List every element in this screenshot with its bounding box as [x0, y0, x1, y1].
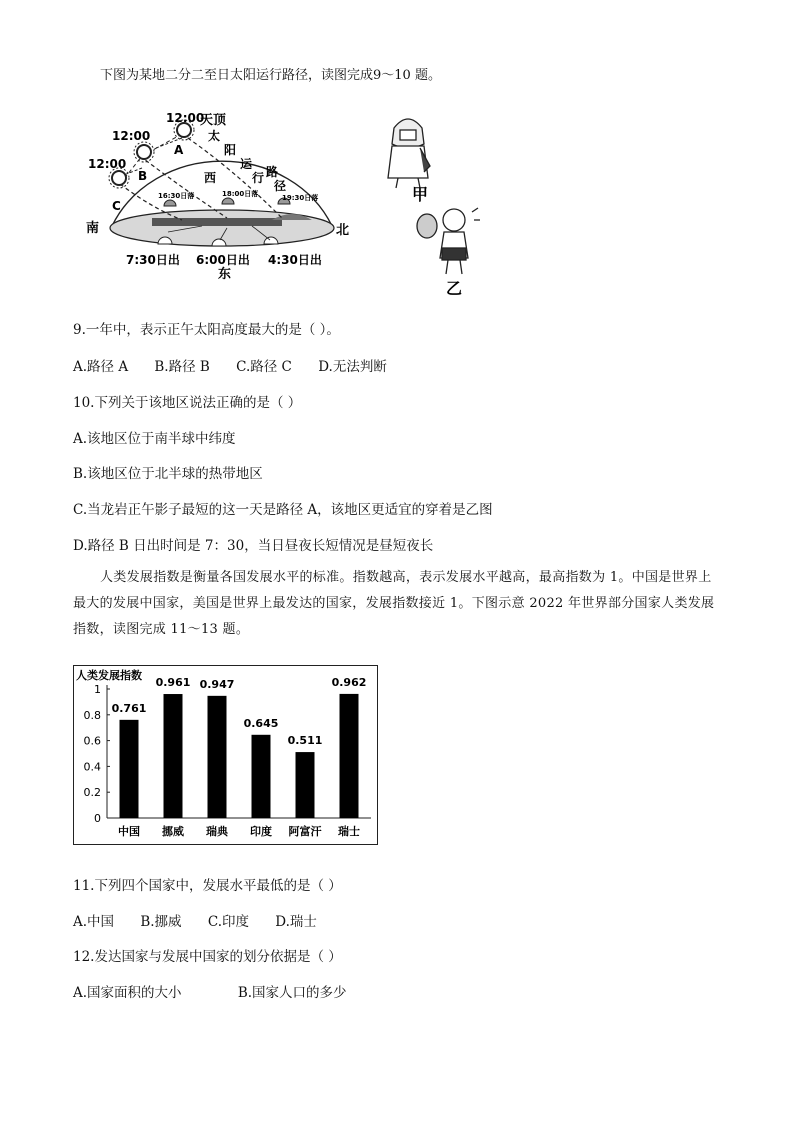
- intro-text-1: 下图为某地二分二至日太阳运行路径，读图完成9～10 题。: [100, 68, 441, 83]
- q9-option-b[interactable]: B.路径 B: [154, 359, 210, 375]
- north-label: 北: [336, 223, 350, 238]
- person-yi-label: 乙: [446, 279, 463, 296]
- q11-option-c[interactable]: C.印度: [207, 914, 249, 930]
- south-label: 南: [86, 221, 100, 236]
- q11-stem: 11.下列四个国家中，发展水平最低的是（ ）: [73, 878, 342, 894]
- path-text-char: 运: [240, 157, 253, 171]
- east-label: 东: [218, 267, 232, 282]
- q11-option-a[interactable]: A.中国: [73, 914, 115, 930]
- value-label: 0.645: [243, 716, 279, 730]
- x-tick-label: 中国: [118, 825, 140, 838]
- path-label-c: C: [112, 199, 121, 213]
- sun-path-diagram: [82, 108, 502, 296]
- path-text-char: 太: [208, 129, 221, 143]
- q9-option-c[interactable]: C.路径 C: [236, 359, 292, 375]
- chart-title: 人类发展指数: [76, 669, 142, 682]
- bar: [340, 694, 359, 818]
- q10-option-b[interactable]: B.该地区位于北半球的热带地区: [73, 466, 263, 482]
- x-tick-label: 瑞典: [206, 825, 228, 838]
- value-label: 0.947: [199, 677, 235, 691]
- y-tick-label: 0.2: [83, 786, 101, 800]
- value-label: 0.962: [331, 675, 367, 689]
- landscape: [152, 218, 282, 226]
- sunset-label-1: 16:30日落: [158, 192, 195, 200]
- q12-stem: 12.发达国家与发展中国家的划分依据是（ ）: [73, 949, 342, 965]
- q10-option-a[interactable]: A.该地区位于南半球中纬度: [73, 431, 236, 447]
- q9-option-d[interactable]: D.无法判断: [318, 359, 387, 375]
- path-text-char: 路: [266, 165, 279, 179]
- hdi-bar-chart: [73, 665, 378, 845]
- zenith-label: 天顶: [200, 113, 227, 128]
- q11-option-b[interactable]: B.挪威: [140, 914, 182, 930]
- sunrise-label-3: 4:30日出: [268, 253, 322, 267]
- q10-option-c[interactable]: C.当龙岩正午影子最短的这一天是路径 A，该地区更适宜的穿着是乙图: [73, 502, 493, 518]
- person-jia-illustration: [388, 119, 430, 188]
- q11-option-d[interactable]: D.瑞士: [275, 914, 317, 930]
- y-tick-label: 0.4: [83, 760, 101, 774]
- person-yi-illustration: [417, 208, 480, 274]
- x-tick-label: 挪威: [162, 825, 184, 838]
- sunrise-label-1: 7:30日出: [126, 253, 180, 267]
- noon-label-b: 12:00: [112, 129, 151, 143]
- q12-option-a[interactable]: A.国家面积的大小: [73, 985, 182, 1001]
- noon-label-c: 12:00: [88, 157, 127, 171]
- value-label: 0.761: [111, 701, 147, 715]
- path-text-char: 阳: [224, 143, 237, 157]
- q9-stem: 9.一年中，表示正午太阳高度最大的是（ ）。: [73, 322, 340, 338]
- path-label-b: B: [138, 169, 148, 183]
- intro-text-2: 人类发展指数是衡量各国发展水平的标准。指数越高，表示发展水平越高，最高指数为 1。中国是世界上最大的发展中国家，美国是世界上最发达的国家，发展指数接近 1。下图示意 2022 年世界部分国家人类发展指数，读图完成 11～13 题。: [73, 570, 715, 637]
- west-label: 西: [204, 171, 217, 185]
- bar: [252, 735, 271, 818]
- sunrise-label-2: 6:00日出: [196, 253, 250, 267]
- bar: [208, 696, 227, 818]
- bar: [164, 694, 183, 818]
- sun-icon-b: [134, 142, 154, 162]
- x-tick-label: 瑞士: [338, 825, 360, 838]
- sunset-label-3: 19:30日落: [282, 194, 319, 202]
- path-label-a: A: [174, 143, 184, 157]
- y-tick-label: 0: [94, 812, 101, 825]
- y-tick-label: 1: [94, 683, 101, 696]
- noon-label-a: 12:00: [166, 111, 205, 125]
- value-label: 0.511: [287, 734, 323, 748]
- x-tick-label: 印度: [250, 825, 272, 838]
- y-tick-label: 0.8: [83, 708, 101, 722]
- q12-option-b[interactable]: B.国家人口的多少: [237, 985, 347, 1001]
- value-label: 0.961: [155, 676, 191, 690]
- bar: [120, 720, 139, 818]
- q9-option-a[interactable]: A.路径 A: [73, 359, 129, 375]
- y-tick-label: 0.6: [83, 734, 101, 748]
- person-jia-label: 甲: [412, 185, 429, 204]
- q11-options: [73, 910, 339, 930]
- x-tick-label: 阿富汗: [288, 825, 322, 838]
- q9-options: [73, 355, 409, 375]
- sun-icon-c: [109, 168, 129, 188]
- q10-option-d[interactable]: D.路径 B 日出时间是 7：30，当日昼夜长短情况是昼短夜长: [73, 538, 434, 554]
- sunset-label-2: 18:00日落: [222, 190, 259, 198]
- q12-options: [73, 981, 369, 1001]
- path-text-char: 行: [252, 171, 265, 185]
- path-text-char: 径: [274, 179, 287, 193]
- q10-stem: 10.下列关于该地区说法正确的是（ ）: [73, 395, 302, 411]
- bar: [296, 752, 315, 818]
- path-b-line: [140, 156, 227, 218]
